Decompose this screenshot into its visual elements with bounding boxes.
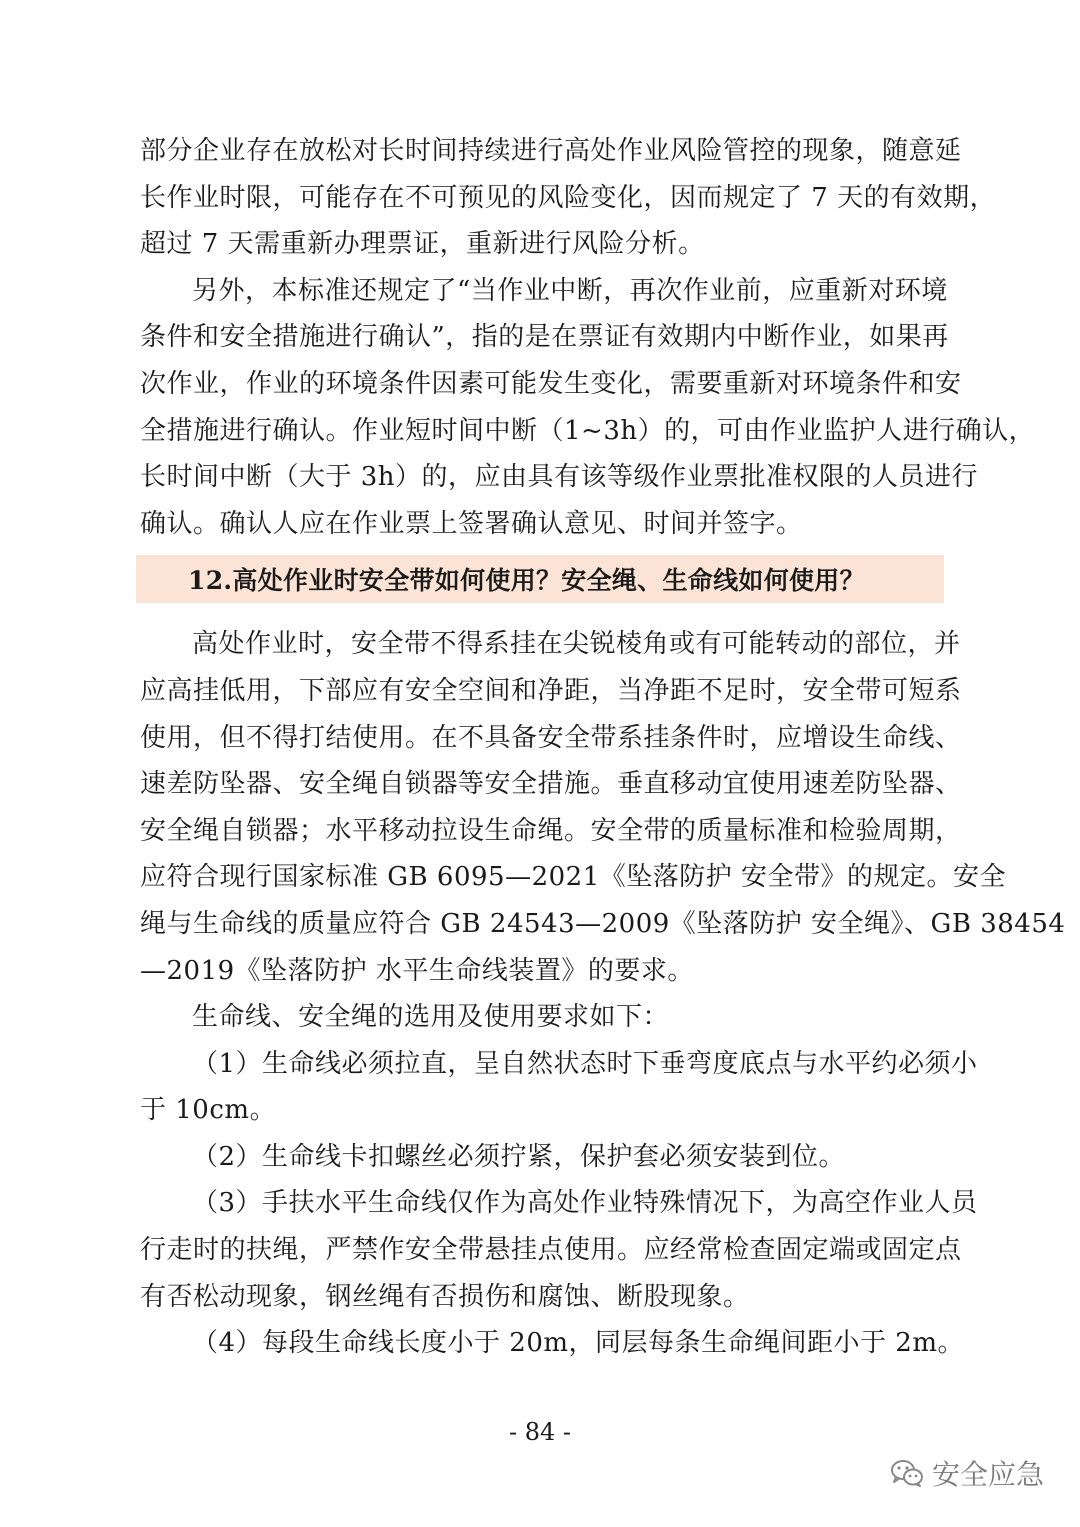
watermark-text: 安全应急 <box>931 1458 1044 1491</box>
text-line: 安全绳自锁器；水平移动拉设生命绳。安全带的质量标准和检验周期， <box>140 815 962 846</box>
paragraph-safety-belt <box>140 621 1066 994</box>
text-line: 有否松动现象，钢丝绳有否损伤和腐蚀、断股现象。 <box>140 1281 750 1312</box>
text-line: 使用，但不得打结使用。在不具备安全带系挂条件时，应增设生命线、 <box>140 722 962 753</box>
text-line: 于 10cm。 <box>140 1095 277 1126</box>
list-item-3 <box>140 1180 978 1320</box>
text-line: 次作业，作业的环境条件因素可能发生变化，需要重新对环境条件和安 <box>140 368 962 399</box>
text-line: 超过 7 天需重新办理票证，重新进行风险分析。 <box>140 229 705 260</box>
text-line: 长时间中断（大于 3h）的，应由具有该等级作业票批准权限的人员进行 <box>140 462 979 493</box>
paragraph-interruption <box>140 268 1036 548</box>
list-item-4 <box>140 1320 965 1367</box>
text-line: —2019《坠落防护 水平生命线装置》的要求。 <box>140 955 694 986</box>
text-line: 另外，本标准还规定了“当作业中断，再次作业前，应重新对环境 <box>192 275 948 306</box>
text-line: 条件和安全措施进行确认”，指的是在票证有效期内中断作业，如果再 <box>140 322 949 353</box>
text-line: （3）手扶水平生命线仅作为高处作业特殊情况下，为高空作业人员 <box>192 1188 978 1219</box>
text-line: 确认。确认人应在作业票上签署确认意见、时间并签字。 <box>140 508 803 539</box>
text-line: （4）每段生命线长度小于 20m，同层每条生命绳间距小于 2m。 <box>192 1328 965 1359</box>
text-line: 生命线、安全绳的选用及使用要求如下： <box>192 1002 670 1033</box>
page-content <box>140 128 1066 1367</box>
text-line: 长作业时限，可能存在不可预见的风险变化，因而规定了 7 天的有效期， <box>140 182 997 213</box>
text-line: 应高挂低用，下部应有安全空间和净距，当净距不足时，安全带可短系 <box>140 675 962 706</box>
page-number: - 84 - <box>508 1418 571 1446</box>
text-line: 部分企业存在放松对长时间持续进行高处作业风险管控的现象，随意延 <box>140 136 962 166</box>
text-line: 应符合现行国家标准 GB 6095—2021《坠落防护 安全带》的规定。安全 <box>140 862 1007 893</box>
text-line: 全措施进行确认。作业短时间中断（1~3h）的，可由作业监护人进行确认， <box>140 415 1036 446</box>
text-line: （1）生命线必须拉直，呈自然状态时下垂弯度底点与水平约必须小 <box>192 1048 978 1079</box>
list-item-2 <box>140 1134 950 1181</box>
paragraph-requirements-intro <box>140 994 950 1041</box>
text-line: 高处作业时，安全带不得系挂在尖锐棱角或有可能转动的部位，并 <box>192 629 961 660</box>
section-heading-text: 12.高处作业时安全带如何使用？安全绳、生命线如何使用？ <box>188 566 865 596</box>
text-line: 行走时的扶绳，严禁作安全带悬挂点使用。应经常检查固定端或固定点 <box>140 1235 962 1266</box>
text-line: 速差防坠器、安全绳自锁器等安全措施。垂直移动宜使用速差防坠器、 <box>140 769 962 800</box>
account-watermark <box>890 1453 1044 1493</box>
section-heading <box>136 555 944 603</box>
wechat-icon <box>890 1458 924 1488</box>
list-item-1 <box>140 1041 978 1134</box>
text-line: （2）生命线卡扣螺丝必须拧紧，保护套必须安装到位。 <box>192 1141 846 1172</box>
paragraph-validity-period <box>140 128 997 268</box>
text-line: 绳与生命线的质量应符合 GB 24543—2009《坠落防护 安全绳》、GB 38454 <box>140 908 1066 939</box>
